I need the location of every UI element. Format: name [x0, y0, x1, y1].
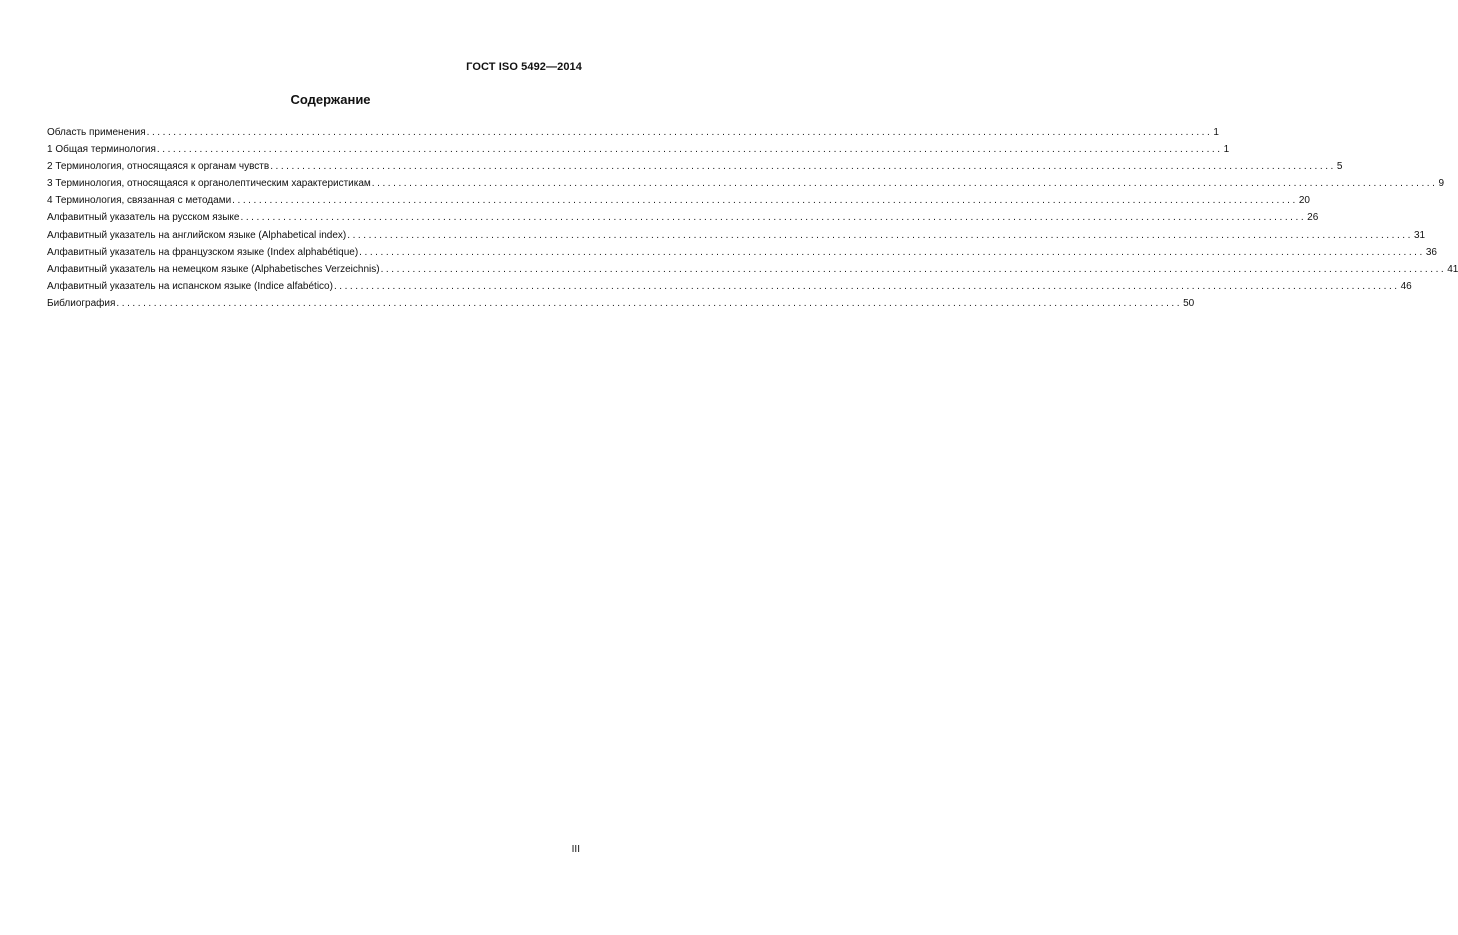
toc-leader-dots: ........................................................................................................................................................................................................ [380, 263, 1447, 275]
toc-leader-dots: ........................................................................................................................................................................................................ [371, 178, 1438, 190]
toc-leader-dots: ........................................................................................................................................................................................................ [270, 161, 1336, 173]
toc-leader-dots: ........................................................................................................................................................................................................ [333, 280, 1400, 292]
toc-entry[interactable] [47, 192, 1310, 209]
toc-entry-label: Область применения [47, 127, 146, 138]
toc-leader-dots: ........................................................................................................................................................................................................ [347, 229, 1413, 241]
toc-leader-dots: ........................................................................................................................................................................................................ [240, 212, 1307, 224]
toc-leader-dots: ........................................................................................................................................................................................................ [156, 144, 1223, 156]
toc-entry-page: 20 [1298, 195, 1310, 207]
toc-entry[interactable] [47, 227, 1426, 244]
table-of-contents [47, 124, 1458, 312]
toc-leader-dots: ........................................................................................................................................................................................................ [232, 195, 1298, 207]
toc-entry[interactable] [47, 124, 1219, 141]
toc-entry-page: 36 [1425, 246, 1437, 258]
toc-entry-page: 1 [1223, 144, 1230, 156]
toc-entry-page: 46 [1400, 280, 1412, 292]
toc-entry-label: Алфавитный указатель на немецком языке (Alphabetisches Verzeichnis) [47, 263, 380, 275]
toc-entry[interactable] [47, 295, 1195, 312]
toc-entry-label: Алфавитный указатель на русском языке [47, 212, 240, 224]
toc-entry-label: Алфавитный указатель на испанском языке (Indice alfabético) [47, 280, 333, 292]
toc-entry-label: 4 Терминология, связанная с методами [47, 195, 232, 207]
toc-entry[interactable] [47, 278, 1412, 295]
toc-entry[interactable] [47, 209, 1319, 226]
toc-entry[interactable] [47, 175, 1445, 192]
toc-entry[interactable] [47, 141, 1230, 158]
toc-entry-page: 1 [1213, 127, 1219, 138]
page-number: III [571, 844, 580, 855]
toc-entry-label: 1 Общая терминология [47, 144, 156, 156]
toc-entry-page: 50 [1183, 297, 1195, 309]
toc-entry[interactable] [47, 244, 1437, 261]
toc-entry-page: 31 [1413, 229, 1426, 241]
toc-entry[interactable] [47, 158, 1343, 175]
toc-entry-page: 9 [1438, 178, 1445, 190]
toc-entry-page: 26 [1307, 212, 1319, 224]
toc-title: Содержание [290, 92, 371, 107]
toc-entry-label: Алфавитный указатель на английском языке (Alphabetical index) [47, 229, 347, 241]
toc-entry-label: 2 Терминология, относящаяся к органам чувств [47, 161, 270, 173]
toc-entry-label: Алфавитный указатель на французском языке (Index alphabétique) [47, 246, 359, 258]
toc-leader-dots: ........................................................................................................................................................................................................ [146, 127, 1213, 138]
toc-entry-page: 5 [1336, 161, 1343, 173]
toc-leader-dots: ........................................................................................................................................................................................................ [359, 246, 1425, 258]
document-code: ГОСТ ISO 5492—2014 [466, 61, 582, 73]
toc-entry[interactable] [47, 261, 1458, 278]
toc-entry-label: Библиография [47, 297, 116, 309]
toc-entry-label: 3 Терминология, относящаяся к органолептическим характеристикам [47, 178, 371, 190]
toc-entry-page: 41 [1447, 263, 1458, 275]
toc-leader-dots: ........................................................................................................................................................................................................ [116, 297, 1183, 309]
